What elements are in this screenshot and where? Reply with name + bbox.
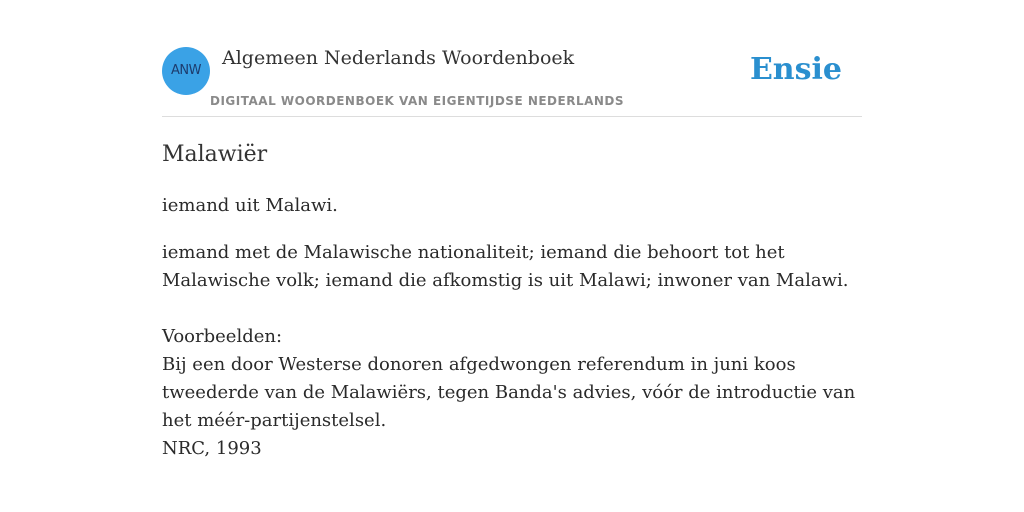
entry-headword: Malawiër xyxy=(162,142,268,167)
short-definition: iemand uit Malawi. xyxy=(162,195,338,216)
anw-logo[interactable]: ANW xyxy=(162,47,210,95)
example-text: Bij een door Westerse donoren afgedwongen referendum in juni koos tweederde van de Malawiërs, tegen Banda's advies, vóór de introductie van het méér-partijenstelsel. xyxy=(162,354,856,431)
examples-label: Voorbeelden: xyxy=(162,326,283,347)
site-header xyxy=(162,0,862,117)
site-subtitle: DIGITAAL WOORDENBOEK VAN EIGENTIJDSE NEDERLANDS xyxy=(210,94,625,108)
page xyxy=(162,0,862,512)
site-title[interactable]: Algemeen Nederlands Woordenboek xyxy=(222,47,575,69)
long-definition: iemand met de Malawische nationaliteit; iemand die behoort tot het Malawische volk; iemand die afkomstig is uit Malawi; inwoner van Malawi. xyxy=(162,242,849,291)
entry-content xyxy=(162,192,862,463)
example-source: NRC, 1993 xyxy=(162,438,262,459)
ensie-brand-logo[interactable]: Ensie xyxy=(749,52,842,87)
